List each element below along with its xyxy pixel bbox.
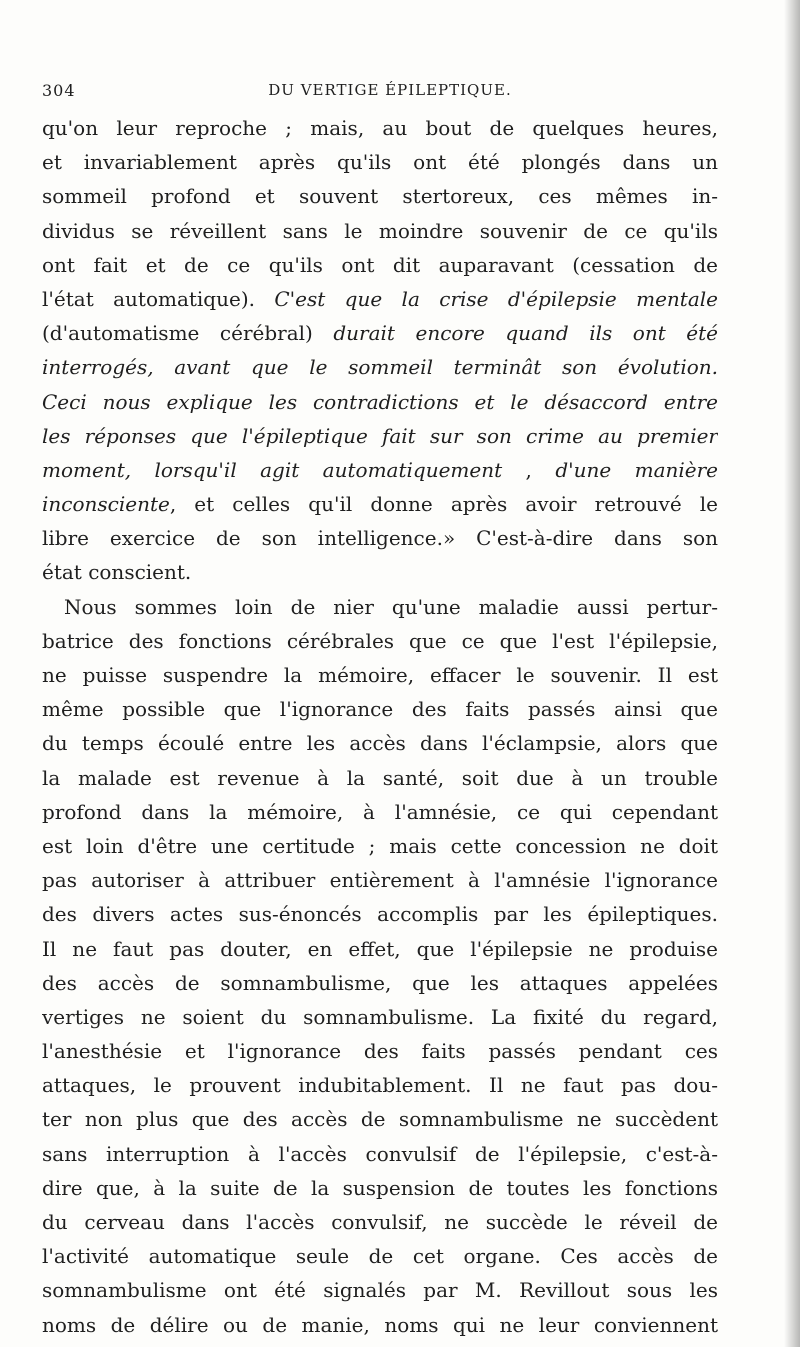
text-segment: qu'on leur reproche ; mais, au bout de quelques heures, xyxy=(42,116,718,140)
text-line xyxy=(42,1000,718,1034)
text-line xyxy=(42,761,718,795)
text-line xyxy=(42,385,718,419)
text-segment: Nous sommes loin de nier qu'une maladie aussi pertur- xyxy=(64,594,718,619)
text-line xyxy=(42,590,718,624)
text-segment: l'anesthésie et l'ignorance des faits passés pendant ces xyxy=(42,1039,718,1064)
text-line xyxy=(42,932,718,966)
text-segment: somnambulisme ont été signalés par M. Revillout sous les xyxy=(42,1278,718,1303)
italic-text: Ceci nous explique les contradictions et le désaccord entre xyxy=(42,389,718,414)
italic-text: interrogés, avant que le sommeil terminât son évolution. xyxy=(42,355,718,380)
text-segment: l'activité automatique seule de cet organe. Ces accès de xyxy=(42,1244,718,1269)
italic-text: les réponses que l'épileptique fait sur son crime au premier xyxy=(42,423,718,448)
text-segment: dividus se réveillent sans le moindre souvenir de ce qu'ils xyxy=(42,218,718,243)
body-text xyxy=(42,111,718,1342)
text-segment: vertiges ne soient du somnambulisme. La fixité du regard, xyxy=(42,1004,718,1029)
text-segment: libre exercice de son intelligence.» C'est-à-dire dans son xyxy=(42,526,718,551)
italic-text: d'une manière xyxy=(555,457,718,482)
text-segment: est loin d'être une certitude ; mais cette concession ne doit xyxy=(42,833,718,858)
text-segment: ont fait et de ce qu'ils ont dit auparavant (cessation de xyxy=(42,252,718,277)
text-line xyxy=(42,1273,718,1307)
italic-text: durait encore quand ils ont été xyxy=(333,321,718,346)
text-segment: des accès de somnambulisme, que les attaques appelées xyxy=(42,970,718,995)
text-line xyxy=(42,795,718,829)
running-title: DU VERTIGE ÉPILEPTIQUE. xyxy=(268,81,512,99)
text-line xyxy=(42,863,718,897)
text-line xyxy=(42,453,718,487)
text-line xyxy=(42,1034,718,1068)
text-segment: sommeil profond et souvent stertoreux, ces mêmes in- xyxy=(42,184,718,209)
text-line xyxy=(42,1068,718,1102)
text-segment: et invariablement après qu'ils ont été plongés dans un xyxy=(42,150,718,175)
text-line xyxy=(42,692,718,726)
text-segment: attaques, le prouvent indubitablement. Il ne faut pas dou- xyxy=(42,1073,718,1098)
text-line xyxy=(42,419,718,453)
page-number: 304 xyxy=(42,81,76,100)
text-line xyxy=(42,316,718,350)
text-segment: du temps écoulé entre les accès dans l'éclampsie, alors que xyxy=(42,731,718,756)
text-line xyxy=(42,1205,718,1239)
text-line xyxy=(42,111,718,145)
text-segment: dire que, à la suite de la suspension de toutes les fonctions xyxy=(42,1175,718,1200)
running-head xyxy=(42,81,738,103)
italic-text: C'est que la crise d'épilepsie mentale xyxy=(274,286,718,311)
text-line xyxy=(42,966,718,1000)
text-line xyxy=(42,726,718,760)
page-edge-shadow xyxy=(784,0,800,1347)
text-line xyxy=(42,897,718,931)
text-segment: des divers actes sus-énoncés accomplis par les épileptiques. xyxy=(42,902,718,927)
text-line xyxy=(42,1171,718,1205)
text-line xyxy=(42,179,718,213)
text-segment: ne puisse suspendre la mémoire, effacer le souvenir. Il est xyxy=(42,663,718,687)
text-segment: du cerveau dans l'accès convulsif, ne succède le réveil de xyxy=(42,1210,718,1234)
text-segment: , et celles qu'il donne après avoir retrouvé le xyxy=(169,492,718,517)
italic-text: moment, lorsqu'il agit automatiquement xyxy=(42,457,503,482)
text-segment: profond dans la mémoire, à l'amnésie, ce qui cependant xyxy=(42,799,718,824)
text-segment: état conscient. xyxy=(42,560,192,585)
text-line xyxy=(42,487,718,521)
text-segment: ter non plus que des accès de somnambulisme ne succèdent xyxy=(42,1107,718,1132)
text-line xyxy=(42,1137,718,1171)
text-line xyxy=(42,521,718,555)
text-segment: (d'automatisme cérébral) xyxy=(42,321,334,346)
text-line xyxy=(42,282,718,316)
text-segment: l'état automatique). xyxy=(42,286,275,311)
text-line xyxy=(42,829,718,863)
text-line xyxy=(42,1102,718,1136)
text-line xyxy=(42,1308,718,1342)
text-line xyxy=(42,248,718,282)
italic-text: inconsciente xyxy=(42,492,170,517)
text-segment: Il ne faut pas douter, en effet, que l'épilepsie ne produise xyxy=(42,936,718,961)
text-line xyxy=(42,555,718,589)
text-segment: noms de délire ou de manie, noms qui ne leur conviennent xyxy=(42,1312,718,1337)
text-line xyxy=(42,1239,718,1273)
text-line xyxy=(42,658,718,692)
text-segment: sans interruption à l'accès convulsif de l'épilepsie, c'est-à- xyxy=(42,1141,718,1166)
text-line xyxy=(42,214,718,248)
text-segment: pas autoriser à attribuer entièrement à l'amnésie l'ignorance xyxy=(42,868,718,893)
text-segment: même possible que l'ignorance des faits passés ainsi que xyxy=(42,697,718,722)
text-line xyxy=(42,350,718,384)
text-segment: la malade est revenue à la santé, soit due à un trouble xyxy=(42,765,718,790)
text-line xyxy=(42,624,718,658)
text-segment: batrice des fonctions cérébrales que ce que l'est l'épilepsie, xyxy=(42,628,718,653)
text-line xyxy=(42,145,718,179)
text-segment: , xyxy=(502,457,556,482)
